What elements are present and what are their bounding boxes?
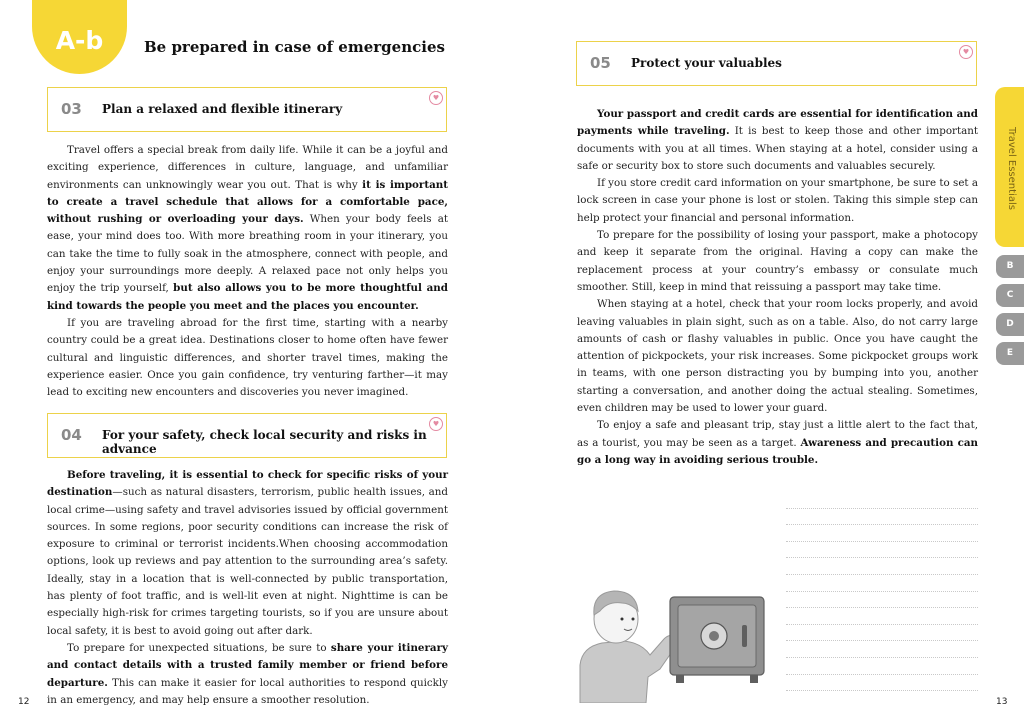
chapter-badge [32, 0, 127, 74]
section-number: 05 [590, 54, 611, 72]
chapter-title: Be prepared in case of emergencies [144, 38, 445, 56]
paragraph [577, 106, 978, 175]
paragraph [577, 175, 978, 227]
body-text: To prepare for the possibility of losing your passport, make a photocopy and keep it separate from the original. Having a copy can make the replacement process at your country’s embassy or consulate much smoother. Still, keep in mind that reissuing a passport may take time. [577, 229, 978, 293]
emphasized-text: Your passport and credit cards are essential for identification and payments while traveling. [577, 108, 978, 138]
paragraph [577, 417, 978, 469]
emphasized-text: Awareness and precaution can go a long way in avoiding serious trouble. [577, 436, 978, 466]
page-number-right: 13 [996, 697, 1008, 707]
body-text: When staying at a hotel, check that your room locks properly, and avoid leaving valuables in plain sight, such as on a table. Also, do not carry large amounts of cash or flashy valuables in public. Once you have caught the attention of pickpockets, your risk increases. Some pickpocket groups work in teams, with one person distracting you by bumping into you, another starting a conversation, and another doing the actual stealing. Sometimes, even children may be used to lower your guard. [577, 298, 978, 415]
heart-icon: ♥ [429, 91, 443, 105]
side-tab-travel-essentials[interactable] [995, 87, 1024, 247]
paragraph [577, 296, 978, 417]
person-opening-safe-illustration [578, 585, 773, 703]
side-tab-d[interactable]: D [996, 313, 1024, 336]
emphasized-text: share your itinerary and contact details with a trusted family member or friend before departure. [47, 641, 448, 689]
person-illustration [580, 591, 678, 703]
emphasized-text: it is important to create a travel schedule that allows for a comfortable pace, without rushing or overloading your days. [47, 178, 448, 226]
section-05-header [576, 41, 977, 86]
section-05-body [577, 106, 978, 469]
section-04-body [47, 467, 448, 709]
body-text: If you store credit card information on your smartphone, be sure to set a lock screen in case your phone is lost or stolen. Taking this simple step can help protect your financial and personal information. [577, 177, 978, 224]
paragraph [47, 315, 448, 401]
side-tab-label: Travel Essentials [1006, 127, 1017, 210]
section-03-body [47, 142, 448, 401]
section-03-header [47, 87, 447, 132]
body-text: When your body feels at ease, your mind does too. With more breathing room in your itinerary, you can take the time to fully soak in the atmosphere, connect with people, and enjoy your surroundings more deeply. A relaxed pace not only helps you enjoy the trip yourself, [47, 213, 448, 295]
section-04-header [47, 413, 447, 458]
side-tab-b[interactable]: B [996, 255, 1024, 278]
section-number: 03 [61, 100, 82, 118]
section-title: Protect your valuables [631, 56, 782, 70]
page-number-left: 12 [18, 697, 30, 707]
chapter-badge-label: A-b [55, 26, 104, 55]
safe-illustration [670, 597, 764, 683]
section-number: 04 [61, 426, 82, 444]
paragraph [47, 467, 448, 640]
paragraph [47, 142, 448, 315]
heart-icon: ♥ [959, 45, 973, 59]
body-text: If you are traveling abroad for the first time, starting with a nearby country could be a great idea. Destinations closer to home often have fewer cultural and linguistic differences, and shorter travel times, making the experience easier. Once you gain confidence, try venturing farther—it may lead to exciting new encounters and discoveries you never imagined. [47, 316, 448, 399]
side-tab-e[interactable]: E [996, 342, 1024, 365]
section-title: Plan a relaxed and flexible itinerary [102, 102, 343, 116]
emphasized-text: Before traveling, it is essential to check for specific risks of your destination [47, 469, 448, 499]
body-text: —such as natural disasters, terrorism, public health issues, and local crime—using safety and travel advisories issued by official government sources. In some regions, poor security conditions can increase the risk of exposure to criminal or terrorist incidents.When choosing accommodation options, look up reviews and pay attention to the surrounding area’s safety. Ideally, stay in a location that is well-connected by public transportation, has plenty of foot traffic, and is well-lit even at night. Nighttime is can be especially high-risk for crimes targeting tourists, so if you are unsure about local safety, it is best to avoid going out after dark. [47, 486, 448, 637]
paragraph [577, 227, 978, 296]
body-text: It is best to keep those and other important documents with you at all times. When staying at a hotel, consider using a safe or security box to store such documents and valuables securely. [577, 125, 978, 172]
body-text: Travel offers a special break from daily life. While it can be a joyful and exciting experience, differences in culture, language, and unfamiliar environments can unknowingly wear you out. That is why [47, 144, 448, 191]
body-text: To prepare for unexpected situations, be sure to [67, 641, 331, 654]
paragraph [47, 640, 448, 709]
side-tab-c[interactable]: C [996, 284, 1024, 307]
emphasized-text: but also allows you to be more thoughtful and kind towards the people you meet and the places you encounter. [47, 282, 448, 312]
body-text: To enjoy a safe and pleasant trip, stay just a little alert to the fact that, as a tourist, you may be seen as a target. [577, 419, 978, 449]
body-text: This can make it easier for local authorities to respond quickly in an emergency, and may help ensure a smoother resolution. [47, 676, 448, 706]
note-lines [786, 492, 978, 691]
heart-icon: ♥ [429, 417, 443, 431]
section-title: For your safety, check local security and risks in advance [102, 428, 427, 456]
